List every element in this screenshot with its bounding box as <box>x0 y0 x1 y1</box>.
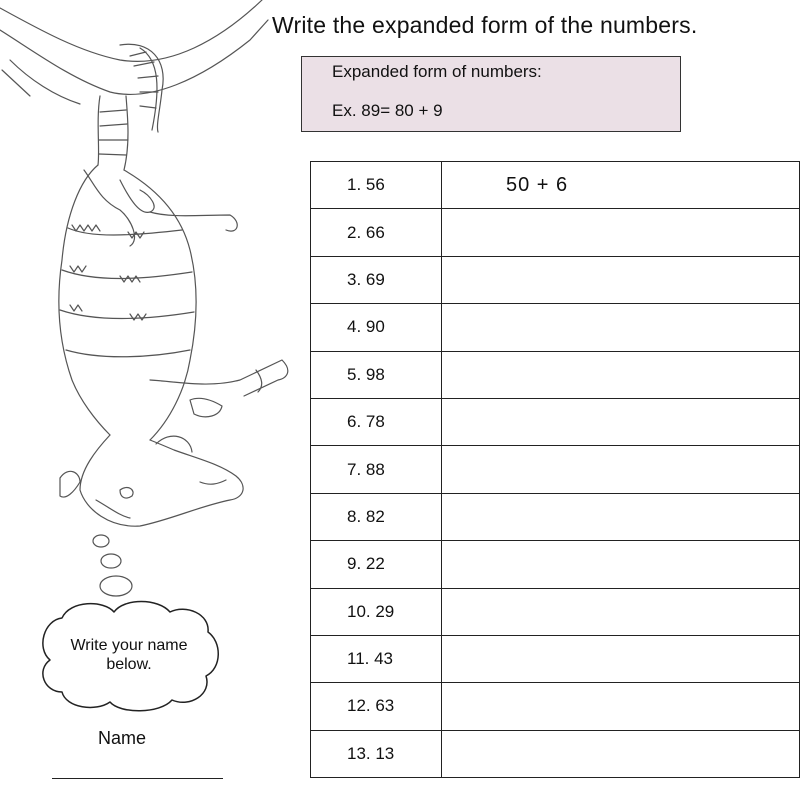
table-row <box>311 683 800 730</box>
example-text: Ex. 89= 80 + 9 <box>332 101 443 120</box>
table-row <box>311 351 800 398</box>
problem-number: 2. 66 <box>311 209 442 256</box>
name-line[interactable] <box>52 778 223 779</box>
table-row <box>311 493 800 540</box>
problem-number: 3. 69 <box>311 256 442 303</box>
answer-cell[interactable] <box>442 588 800 635</box>
answer-cell[interactable] <box>442 398 800 445</box>
table-row <box>311 304 800 351</box>
problem-number: 13. 13 <box>311 730 442 777</box>
problem-number: 7. 88 <box>311 446 442 493</box>
table-row <box>311 162 800 209</box>
answer-cell[interactable] <box>442 635 800 682</box>
table-row <box>311 588 800 635</box>
page-title: Write the expanded form of the numbers. <box>272 12 698 38</box>
answer-table <box>310 161 800 778</box>
table-row <box>311 398 800 445</box>
table-row <box>311 256 800 303</box>
name-label: Name <box>98 728 147 748</box>
problem-number: 6. 78 <box>311 398 442 445</box>
problem-number: 1. 56 <box>311 162 442 209</box>
table-row <box>311 635 800 682</box>
answer-cell[interactable] <box>442 493 800 540</box>
table-row <box>311 541 800 588</box>
hanging-possum-illustration <box>0 0 300 800</box>
table-row <box>311 730 800 777</box>
answer-cell[interactable] <box>442 683 800 730</box>
problem-number: 9. 22 <box>311 541 442 588</box>
answer-cell[interactable] <box>442 304 800 351</box>
problem-number: 12. 63 <box>311 683 442 730</box>
name-prompt: Write your name below. <box>70 637 188 673</box>
problem-number: 10. 29 <box>311 588 442 635</box>
answer-cell[interactable]: 50 + 6 <box>442 162 800 209</box>
answer-cell[interactable] <box>442 256 800 303</box>
example-box <box>301 56 681 132</box>
answer-cell[interactable] <box>442 446 800 493</box>
table-row <box>311 209 800 256</box>
answer-cell[interactable] <box>442 351 800 398</box>
problem-number: 4. 90 <box>311 304 442 351</box>
table-row <box>311 446 800 493</box>
problem-number: 5. 98 <box>311 351 442 398</box>
answer-cell[interactable] <box>442 209 800 256</box>
example-heading: Expanded form of numbers: <box>332 62 542 81</box>
problem-number: 8. 82 <box>311 493 442 540</box>
answer-cell[interactable] <box>442 730 800 777</box>
problem-number: 11. 43 <box>311 635 442 682</box>
answer-cell[interactable] <box>442 541 800 588</box>
